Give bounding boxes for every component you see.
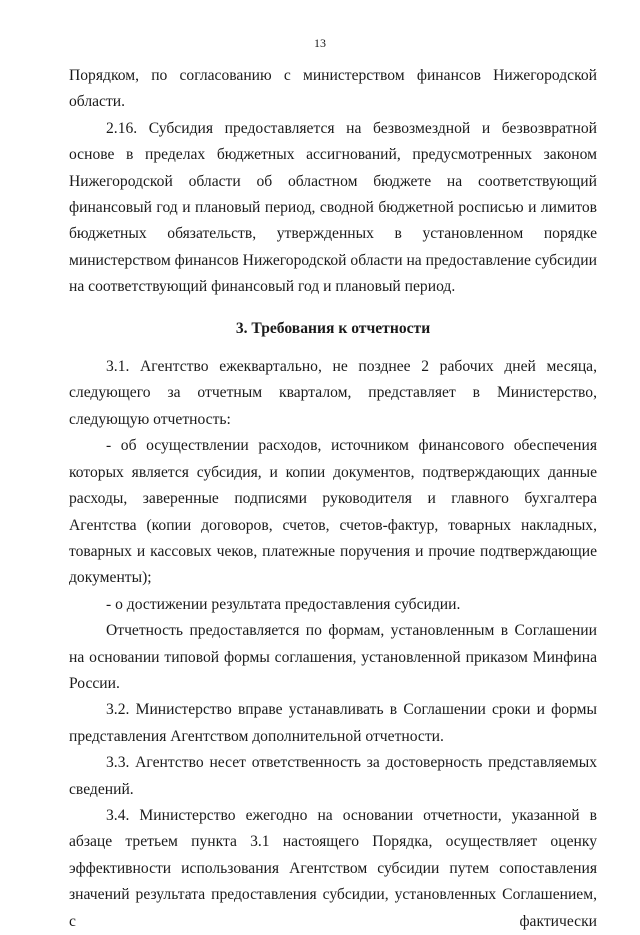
paragraph-2-16: 2.16. Субсидия предоставляется на безвозмездной и безвозвратной основе в пределах бюджетных ассигнований, предусмотренных законом Нижегородской области об областном бюджете на соответствующий финансовый год и плановый период, сводной бюджетной росписью и лимитов бюджетных обязательств, утвержденных в установленном порядке министерством финансов Нижегородской области на предоставление субсидии на соответствующий финансовый год и плановый период. — [69, 119, 597, 296]
page-number: 13 — [314, 36, 326, 50]
paragraph-3-3: 3.3. Агентство несет ответственность за достоверность представляемых сведений. — [69, 754, 597, 798]
paragraph-forms: Отчетность предоставляется по формам, установленным в Соглашении на основании типовой формы соглашения, установленной приказом Минфина России. — [69, 622, 597, 692]
list-item-expenses: - об осуществлении расходов, источником финансового обеспечения которых является субсидия, и копии документов, подтверждающих данные расходы, заверенные подписями руководителя и главного бухгалтера Агентства (копии договоров, счетов, счетов-фактур, товарных накладных, товарных и кассовых чеков, платежные поручения и прочие подтверждающие документы); — [69, 437, 597, 587]
document-body — [69, 63, 597, 935]
paragraph-3-4: 3.4. Министерство ежегодно на основании отчетности, указанной в абзаце третьем пункта 3.1 настоящего Порядка, осуществляет оценку эффективности использования Агентством субсидии путем сопоставления значений результата предоставления субсидии, установленных Соглашением, с фактически — [69, 806, 597, 930]
paragraph-3-2: 3.2. Министерство вправе устанавливать в Соглашении сроки и формы представления Агентством дополнительной отчетности. — [69, 701, 597, 745]
list-item-result: - о достижении результата предоставления субсидии. — [106, 595, 461, 613]
paragraph-3-1: 3.1. Агентство ежеквартально, не позднее 2 рабочих дней месяца, следующего за отчетным кварталом, представляет в Министерство, следующую отчетность: — [69, 358, 597, 428]
section-heading: 3. Требования к отчетности — [235, 319, 431, 337]
paragraph-continuation: Порядком, по согласованию с министерством финансов Нижегородской области. — [69, 67, 597, 111]
